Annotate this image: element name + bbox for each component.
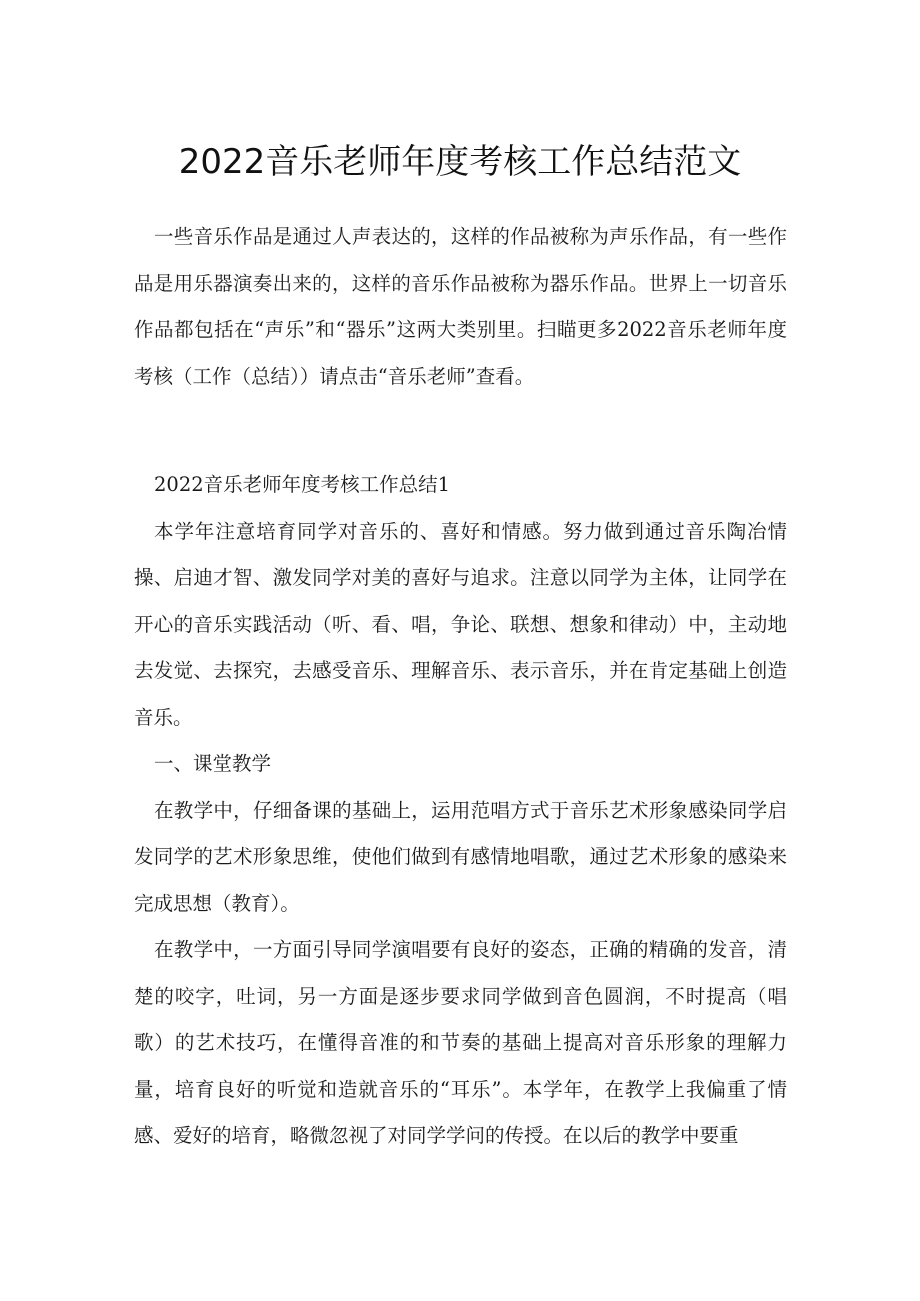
intro-paragraph: 一些音乐作品是通过人声表达的，这样的作品被称为声乐作品，有一些作品是用乐器演奏出来的，这样的音乐作品被称为器乐作品。世界上一切音乐作品都包括在“声乐”和“器乐”这两大类别里。扫瞄更多2022音乐老师年度考核（工作（总结））请点击“音乐老师”查看。 <box>134 225 787 388</box>
body-paragraph: 在教学中，一方面引导同学演唱要有良好的姿态，正确的精确的发音，清楚的咬字，吐词，另一方面是逐步要求同学做到音色圆润，不时提高（唱歌）的艺术技巧，在懂得音准的和节奏的基础上提高对音乐形象的理解力量，培育良好的听觉和造就音乐的“耳乐”。本学年，在教学上我偏重了情感、爱好的培育，略微忽视了对同学学问的传授。在以后的教学中要重 <box>134 938 787 1147</box>
body-paragraph: 在教学中，仔细备课的基础上，运用范唱方式于音乐艺术形象感染同学启发同学的艺术形象思维，使他们做到有感情地唱歌，通过艺术形象的感染来完成思想（教育）。 <box>134 798 787 915</box>
heading-classroom-teaching: 一、课堂教学 <box>154 752 272 775</box>
document-body <box>134 214 787 1160</box>
section-title: 2022音乐老师年度考核工作总结1 <box>154 473 451 496</box>
body-paragraph: 本学年注意培育同学对音乐的、喜好和情感。努力做到通过音乐陶冶情操、启迪才智、激发同学对美的喜好与追求。注意以同学为主体，让同学在开心的音乐实践活动（听、看、唱，争论、联想、想象和律动）中，主动地去发觉、去探究，去感受音乐、理解音乐、表示音乐，并在肯定基础上创造音乐。 <box>134 519 787 729</box>
document-title: 2022音乐老师年度考核工作总结范文 <box>178 142 742 182</box>
spacer <box>134 400 787 462</box>
